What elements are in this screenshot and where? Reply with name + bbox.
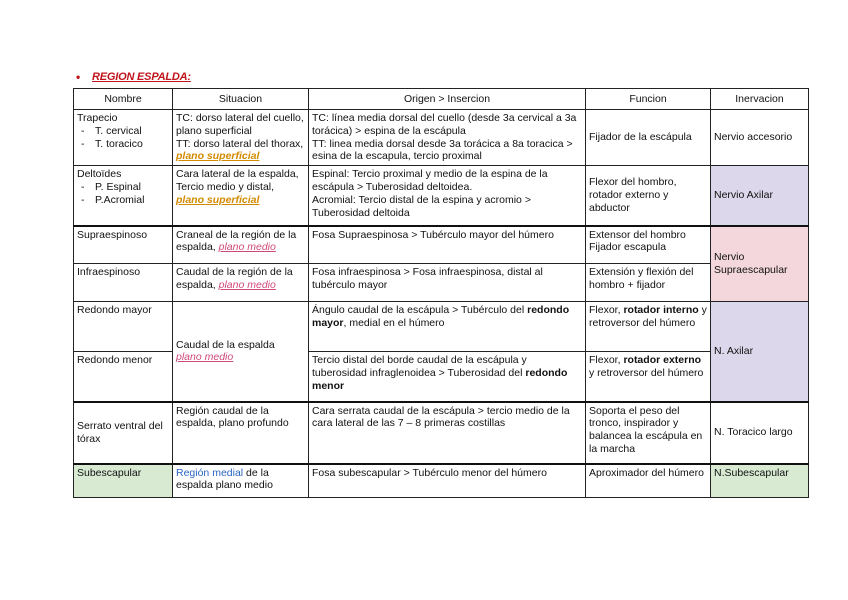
cell-situacion: Región caudal de la espalda, plano profundo (173, 402, 309, 464)
origen-text: TC: línea media dorsal del cuello (desde 3a cervical a 3a torácica) > espina de la escápula (312, 112, 577, 137)
row-trapecio (74, 110, 809, 166)
origen-text: Ángulo caudal de la escápula > Tubérculo del (312, 304, 528, 317)
cell-situacion (173, 226, 309, 264)
plane-label: plano medio (218, 241, 276, 254)
cell-inervacion: N. Axilar (711, 302, 809, 402)
funcion-text: Extensor del hombro (589, 228, 686, 241)
sub-part: - T. toracico (77, 138, 169, 151)
situacion-text: TC: dorso lateral del cuello, plano superficial (176, 112, 304, 137)
cell-funcion: Aproximador del húmero (586, 464, 711, 498)
situacion-highlight: Región medial (176, 466, 244, 479)
funcion-text: y retroversor del húmero (589, 366, 704, 379)
origen-text: Tercio distal del borde caudal de la escápula y tuberosidad infraglenoidea > Tuberosidad del (312, 354, 527, 379)
cell-name: Infraespinoso (74, 264, 173, 302)
origen-text: , medial en el húmero (343, 316, 445, 329)
origen-bold: redondo menor (312, 366, 568, 392)
origen-text: Acromial: Tercio distal de la espina y acromio > Tuberosidad deltoida (312, 193, 531, 219)
cell-name: Redondo menor (74, 352, 173, 402)
cell-funcion: Fijador de la escápula (586, 110, 711, 166)
cell-name: Serrato ventral del tórax (74, 402, 173, 464)
origen-bold: redondo mayor (312, 304, 570, 329)
header-origen: Origen > Insercion (309, 89, 586, 110)
origen-text: Espinal: Tercio proximal y medio de la espina de la escápula > Tuberosidad deltoidea. (312, 168, 548, 193)
section-heading (76, 70, 191, 84)
cell-situacion (173, 464, 309, 498)
sub-part: - P.Acromial (77, 194, 169, 207)
situacion-text: Tercio medio y distal, (176, 180, 275, 193)
cell-origen: Fosa subescapular > Tubérculo menor del húmero (309, 464, 586, 498)
header-situacion: Situacion (173, 89, 309, 110)
cell-inervacion: Nervio accesorio (711, 110, 809, 166)
cell-inervacion: Nervio Axilar (711, 166, 809, 226)
funcion-text: Flexor, (589, 354, 624, 367)
row-subescapular (74, 464, 809, 498)
row-serrato (74, 402, 809, 464)
cell-situacion (173, 166, 309, 226)
header-funcion: Funcion (586, 89, 711, 110)
cell-inervacion: N.Subescapular (711, 464, 809, 498)
origen-text: TT: linea media dorsal desde 3a torácica a 8a toracica > esina de la escapula, tercio proximal (312, 137, 573, 163)
situacion-text: Caudal de la espalda (176, 338, 275, 351)
cell-funcion (586, 352, 711, 402)
funcion-text: Fijador escapula (589, 241, 667, 254)
row-redondo-mayor (74, 302, 809, 352)
funcion-text: Flexor, (589, 304, 624, 317)
cell-funcion: Flexor del hombro, rotador externo y abductor (586, 166, 711, 226)
cell-inervacion: Nervio Supraescapular (711, 226, 809, 302)
cell-origen (309, 352, 586, 402)
row-supraespinoso (74, 226, 809, 264)
cell-origen: Fosa infraespinosa > Fosa infraespinosa, distal al tubérculo mayor (309, 264, 586, 302)
cell-situacion (173, 110, 309, 166)
cell-name: Supraespinoso (74, 226, 173, 264)
muscle-table (73, 88, 809, 498)
cell-funcion: Extensión y flexión del hombro + fijador (586, 264, 711, 302)
plane-label: plano superficial (176, 150, 260, 163)
cell-funcion: Soporta el peso del tronco, inspirador y balancea la escápula en la marcha (586, 402, 711, 464)
header-inervacion: Inervacion (711, 89, 809, 110)
cell-inervacion: N. Toracico largo (711, 402, 809, 464)
cell-name: Redondo mayor (74, 302, 173, 352)
funcion-bold: rotador interno (623, 304, 699, 317)
cell-situacion (173, 264, 309, 302)
cell-funcion (586, 302, 711, 352)
section-title: REGION ESPALDA: (92, 71, 191, 83)
cell-origen (309, 302, 586, 352)
cell-origen (309, 166, 586, 226)
situacion-text: TT: dorso lateral del thorax, (176, 137, 304, 150)
cell-origen (309, 110, 586, 166)
cell-name (74, 110, 173, 166)
sub-part: - P. Espinal (77, 181, 169, 194)
situacion-text: Craneal de la región de la espalda, (176, 228, 297, 254)
cell-funcion (586, 226, 711, 264)
plane-label: plano medio (218, 278, 276, 291)
muscle-name: Deltoïdes (77, 168, 122, 181)
header-row (74, 89, 809, 110)
row-infraespinoso (74, 264, 809, 302)
plane-label: plano medio (176, 351, 234, 364)
cell-situacion (173, 302, 309, 402)
row-deltoides (74, 166, 809, 226)
plane-label: plano superficial (176, 193, 260, 206)
cell-origen: Cara serrata caudal de la escápula > tercio medio de la cara lateral de las 7 – 8 primeras costillas (309, 402, 586, 464)
funcion-bold: rotador externo (623, 354, 702, 367)
header-nombre: Nombre (74, 89, 173, 110)
muscle-name: Trapecio (77, 112, 118, 124)
cell-name (74, 166, 173, 226)
situacion-text: Cara lateral de la espalda, (176, 168, 299, 181)
situacion-text: de la espalda plano medio (176, 466, 273, 492)
situacion-text: Caudal de la región de la espalda, (176, 266, 293, 291)
sub-part: - T. cervical (77, 125, 169, 138)
cell-origen: Fosa Supraespinosa > Tubérculo mayor del húmero (309, 226, 586, 264)
bullet-icon: • (76, 70, 81, 84)
funcion-text: y retroversor del húmero (589, 304, 707, 329)
cell-name: Subescapular (74, 464, 173, 498)
